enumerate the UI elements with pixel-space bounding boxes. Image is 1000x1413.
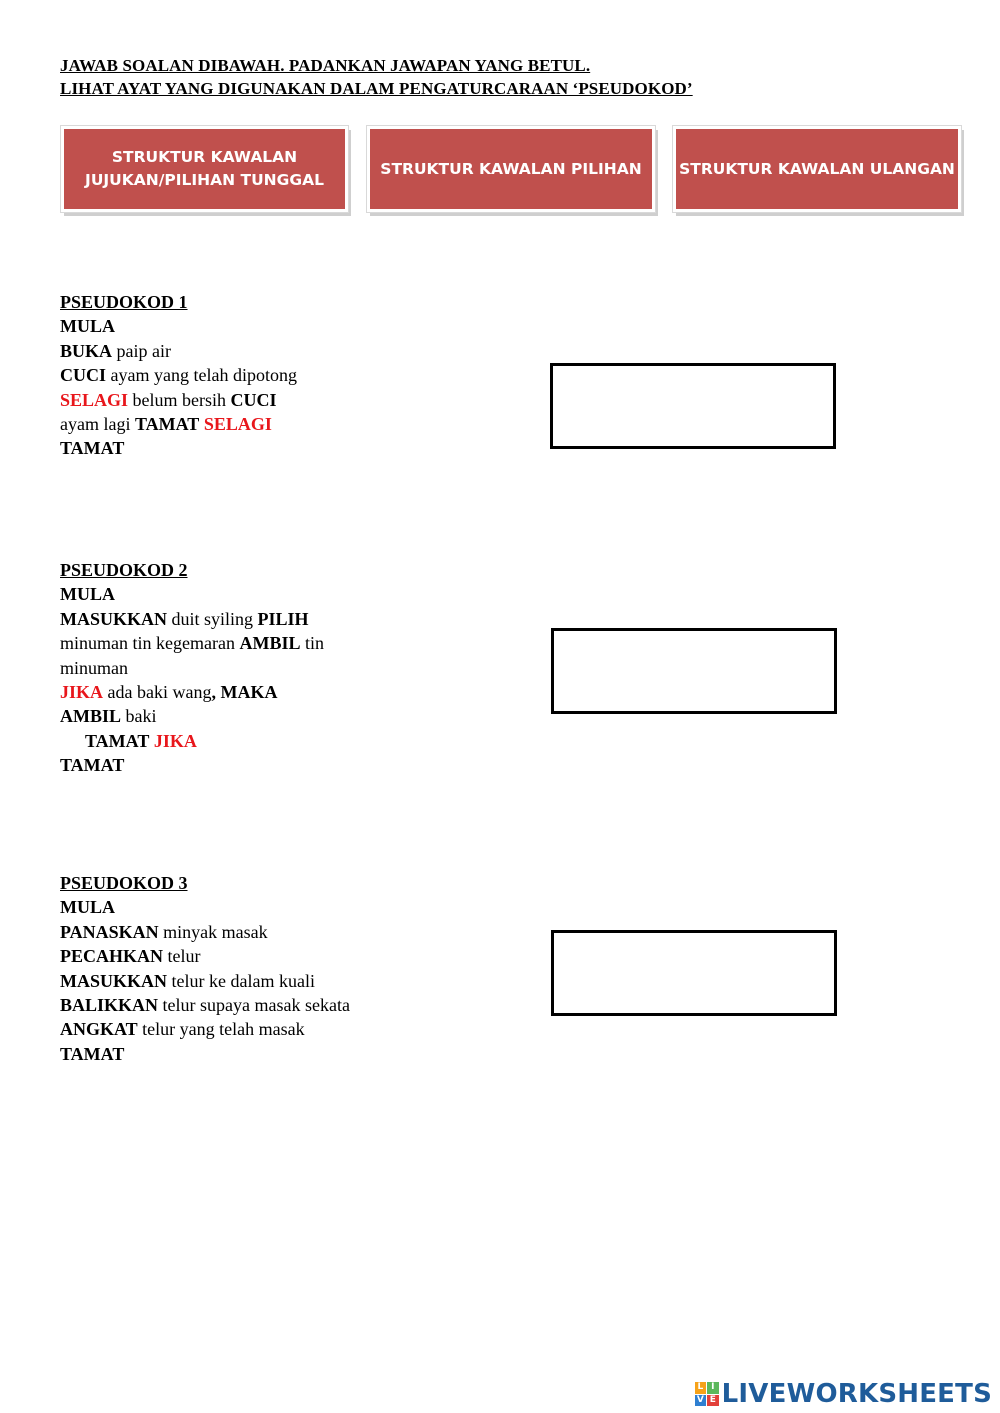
answer-drop-box-3[interactable] — [551, 930, 837, 1016]
option-label: STRUKTUR KAWALAN ULANGAN — [679, 159, 955, 178]
brand-text: LIVEWORKSHEETS — [721, 1379, 992, 1409]
code-line: MULA — [60, 897, 115, 918]
code-line: PECAHKAN telur — [60, 946, 201, 967]
code-line: BALIKKAN telur supaya masak sekata — [60, 995, 350, 1016]
code-line: TAMAT — [60, 438, 125, 459]
option-label: STRUKTUR KAWALAN — [111, 148, 298, 166]
code-line: AMBIL baki — [60, 706, 157, 727]
pseudocode-3-block — [60, 871, 350, 1066]
liveworksheets-brand — [695, 1378, 992, 1410]
liveworksheets-logo-icon — [695, 1382, 719, 1406]
instruction-line-2: LIHAT AYAT YANG DIGUNAKAN DALAM PENGATURCARAAN ‘PSEUDOKOD’ — [60, 79, 693, 98]
code-line: SELAGI belum bersih CUCI — [60, 389, 277, 410]
code-line: MULA — [60, 584, 115, 605]
option-label: STRUKTUR KAWALAN PILIHAN — [380, 159, 642, 178]
code-line: TAMAT JIKA — [85, 730, 197, 751]
code-line: MASUKKAN duit syiling PILIH — [60, 608, 309, 629]
option-repetition-control[interactable] — [673, 126, 961, 212]
answer-drop-box-2[interactable] — [551, 628, 837, 714]
logo-tile: V — [695, 1395, 707, 1407]
answer-drop-box-1[interactable] — [550, 363, 836, 449]
pseudocode-2-block — [60, 558, 324, 778]
code-line: BUKA paip air — [60, 340, 171, 361]
pseudocode-title: PSEUDOKOD 2 — [60, 560, 188, 580]
pseudocode-title: PSEUDOKOD 1 — [60, 292, 188, 312]
option-label: JUJUKAN/PILIHAN TUNGGAL — [85, 171, 324, 189]
code-line: minuman — [60, 657, 128, 678]
code-line: ayam lagi TAMAT SELAGI — [60, 414, 272, 435]
option-sequence-control[interactable] — [61, 126, 348, 212]
code-line: ANGKAT telur yang telah masak — [60, 1019, 305, 1040]
code-line: CUCI ayam yang telah dipotong — [60, 365, 297, 386]
logo-tile: L — [695, 1382, 707, 1394]
code-line: JIKA ada baki wang, MAKA — [60, 682, 278, 703]
pseudocode-1-block — [60, 290, 297, 461]
code-line: TAMAT — [60, 755, 125, 776]
pseudocode-title: PSEUDOKOD 3 — [60, 873, 188, 893]
code-line: MULA — [60, 316, 115, 337]
code-line: PANASKAN minyak masak — [60, 921, 268, 942]
instruction-line-1: JAWAB SOALAN DIBAWAH. PADANKAN JAWAPAN YANG BETUL. — [60, 56, 591, 75]
logo-tile: E — [707, 1395, 719, 1407]
code-line: MASUKKAN telur ke dalam kuali — [60, 970, 315, 991]
code-line: minuman tin kegemaran AMBIL tin — [60, 633, 324, 654]
option-selection-control[interactable] — [367, 126, 655, 212]
code-line: TAMAT — [60, 1043, 125, 1064]
logo-tile: I — [707, 1382, 719, 1394]
